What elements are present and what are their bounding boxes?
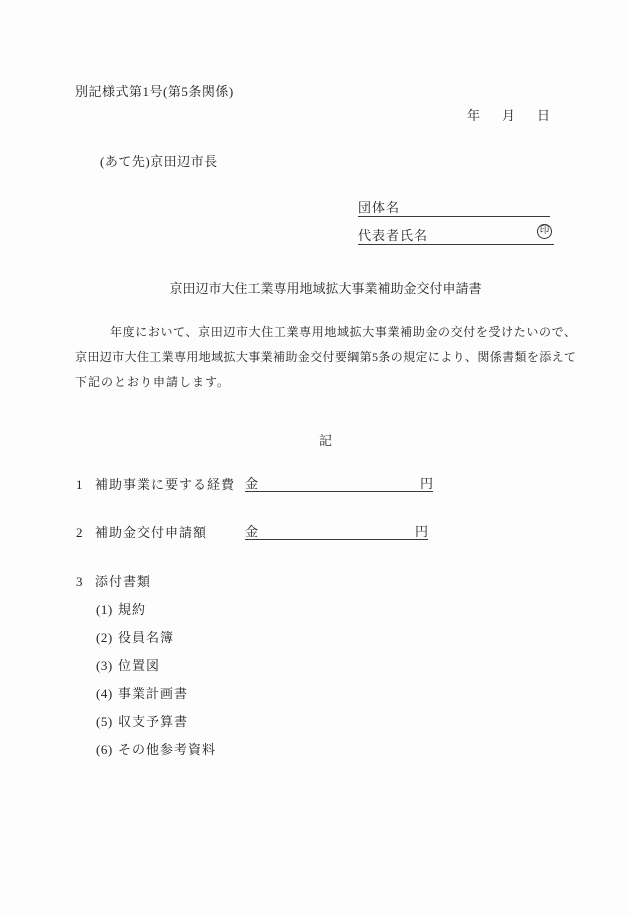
form-number: 別記様式第1号(第5条関係)	[75, 84, 234, 99]
body-line-3: 下記のとおり申請します。	[75, 375, 231, 389]
organization-name-label: 団体名	[358, 200, 401, 215]
item-1-number: 1	[76, 477, 83, 492]
seal-mark-icon	[537, 224, 552, 239]
year-label: 年	[467, 108, 481, 123]
item-3-number: 3	[76, 574, 83, 589]
item-1-unit-suffix: 円	[419, 476, 433, 491]
record-marker: 記	[318, 433, 332, 448]
attachment-1-label: 規約	[118, 602, 147, 617]
month-label: 月	[502, 108, 516, 123]
attachment-4-label: 事業計画書	[118, 686, 189, 701]
item-1-currency-prefix: 金	[245, 476, 259, 491]
attachment-1-number: (1)	[96, 602, 113, 617]
body-line-2: 京田辺市大住工業専用地域拡大事業補助金交付要綱第5条の規定により、関係書類を添えて	[75, 350, 576, 364]
attachment-2-number: (2)	[96, 630, 113, 645]
representative-name-label: 代表者氏名	[358, 228, 429, 243]
item-2-unit-suffix: 円	[414, 524, 428, 539]
attachment-6-label: その他参考資料	[118, 742, 217, 757]
attachment-2-label: 役員名簿	[118, 630, 175, 645]
item-2-number: 2	[76, 525, 83, 540]
item-1-label: 補助事業に要する経費	[95, 477, 236, 492]
attachment-5-number: (5)	[96, 714, 113, 729]
representative-name-field	[358, 225, 554, 245]
document-title: 京田辺市大住工業専用地域拡大事業補助金交付申請書	[169, 281, 482, 296]
organization-name-field	[358, 200, 550, 217]
attachment-3-number: (3)	[96, 658, 113, 673]
addressee: (あて先)京田辺市長	[100, 154, 218, 169]
body-line-1: 年度において、京田辺市大住工業専用地域拡大事業補助金の交付を受けたいので、	[110, 325, 576, 339]
item-3-label: 添付書類	[95, 574, 152, 589]
attachment-3-label: 位置図	[118, 658, 161, 673]
date-line	[467, 105, 550, 124]
item-2-amount-field	[245, 524, 428, 540]
item-2-currency-prefix: 金	[245, 524, 259, 539]
attachment-4-number: (4)	[96, 686, 113, 701]
attachment-5-label: 収支予算書	[118, 714, 189, 729]
item-1-amount-field	[245, 476, 433, 492]
attachment-6-number: (6)	[96, 742, 113, 757]
item-2-label: 補助金交付申請額	[95, 525, 208, 540]
day-label: 日	[537, 108, 551, 123]
seal-mark-character: 印	[539, 225, 550, 236]
